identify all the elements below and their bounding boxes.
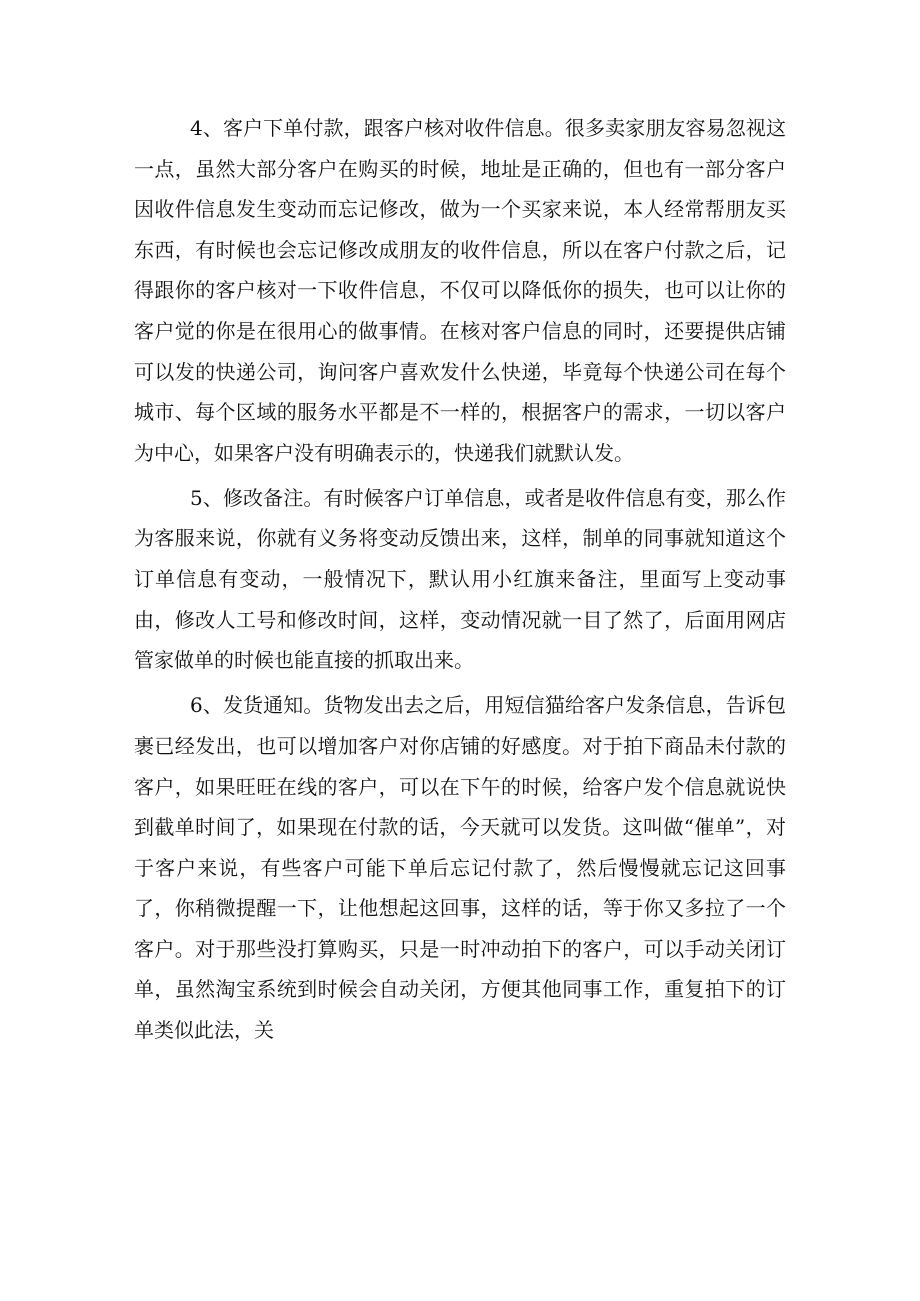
- paragraph-6-shipping-notice: 6、发货通知。货物发出去之后，用短信猫给客户发条信息，告诉包裹已经发出，也可以增加客户对你店铺的好感度。对于拍下商品未付款的客户，如果旺旺在线的客户，可以在下午的时候，给客户发个信息就说快到截单时间了，如果现在付款的话，今天就可以发货。这叫做“催单”，对于客户来说，有些客户可能下单后忘记付款了，然后慢慢就忘记这回事了，你稍微提醒一下，让他想起这回事，这样的话，等于你又多拉了一个客户。对于那些没打算购买，只是一时冲动拍下的客户，可以手动关闭订单，虽然淘宝系统到时候会自动关闭，方便其他同事工作，重复拍下的订单类似此法，关: [134, 693, 786, 1043]
- paragraph-5-edit-notes: 5、修改备注。有时候客户订单信息，或者是收件信息有变，那么作为客服来说，你就有义务将变动反馈出来，这样，制单的同事就知道这个订单信息有变动，一般情况下，默认用小红旗来备注，里面写上变动事由，修改人工号和修改时间，这样，变动情况就一目了然了，后面用网店管家做单的时候也能直接的抓取出来。: [134, 485, 786, 673]
- document-body: [134, 108, 786, 1055]
- paragraph-4-confirm-shipping-info: 4、客户下单付款，跟客户核对收件信息。很多卖家朋友容易忽视这一点，虽然大部分客户在购买的时候，地址是正确的，但也有一部分客户因收件信息发生变动而忘记修改，做为一个买家来说，本人经常帮朋友买东西，有时候也会忘记修改成朋友的收件信息，所以在客户付款之后，记得跟你的客户核对一下收件信息，不仅可以降低你的损失，也可以让你的客户觉的你是在很用心的做事情。在核对客户信息的同时，还要提供店铺可以发的快递公司，询问客户喜欢发什么快递，毕竟每个快递公司在每个城市、每个区域的服务水平都是不一样的，根据客户的需求，一切以客户为中心，如果客户没有明确表示的，快递我们就默认发。: [134, 116, 786, 465]
